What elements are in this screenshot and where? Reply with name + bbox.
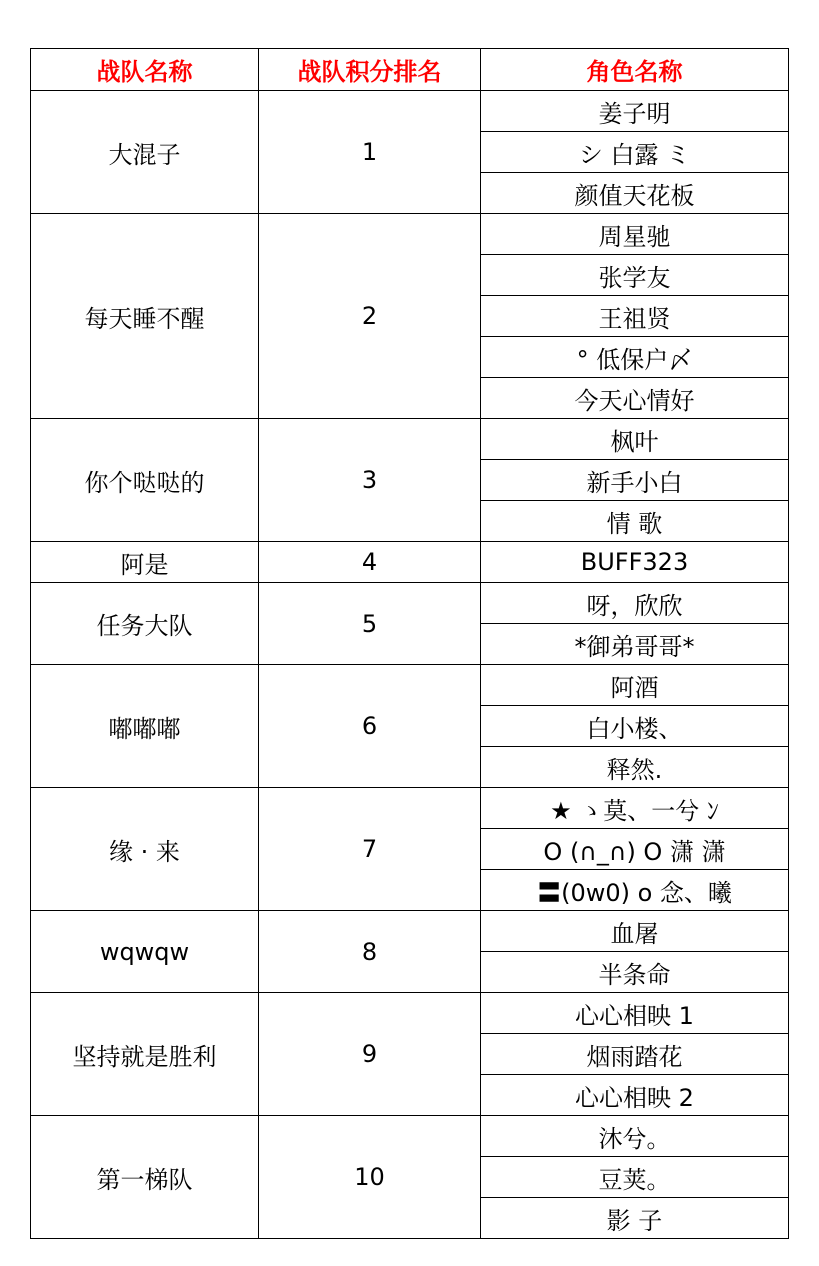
role-name-cell: 〓(0w0) o 念、曦 <box>481 870 789 911</box>
table-row <box>31 214 789 255</box>
role-name-cell: 张学友 <box>481 255 789 296</box>
table-row <box>31 542 789 583</box>
team-ranking-table <box>30 48 789 1239</box>
table-row <box>31 419 789 460</box>
role-name-cell: 半条命 <box>481 952 789 993</box>
team-name-cell: 阿是 <box>31 542 259 583</box>
table-row <box>31 788 789 829</box>
role-name-cell: *御弟哥哥* <box>481 624 789 665</box>
team-name-cell: 每天睡不醒 <box>31 214 259 419</box>
team-name-cell: 缘 · 来 <box>31 788 259 911</box>
team-name-cell: 第一梯队 <box>31 1116 259 1239</box>
team-name-cell: 你个哒哒的 <box>31 419 259 542</box>
team-rank-cell: 4 <box>259 542 481 583</box>
header-role-name: 角色名称 <box>481 49 789 91</box>
team-rank-cell: 3 <box>259 419 481 542</box>
role-name-cell: 白小楼、 <box>481 706 789 747</box>
header-team-name: 战队名称 <box>31 49 259 91</box>
role-name-cell: 心心相映 1 <box>481 993 789 1034</box>
role-name-cell: 豆荚。 <box>481 1157 789 1198</box>
role-name-cell: 王祖贤 <box>481 296 789 337</box>
table-row <box>31 583 789 624</box>
table-row <box>31 91 789 132</box>
team-rank-cell: 6 <box>259 665 481 788</box>
role-name-cell: 周星驰 <box>481 214 789 255</box>
role-name-cell: O (∩_∩) O 潇 潇 <box>481 829 789 870</box>
team-name-cell: 嘟嘟嘟 <box>31 665 259 788</box>
role-name-cell: シ 白露 ミ <box>481 132 789 173</box>
role-name-cell: 血屠 <box>481 911 789 952</box>
team-name-cell: wqwqw <box>31 911 259 993</box>
role-name-cell: ★ ゝ莫、一兮 ﾝ <box>481 788 789 829</box>
table-row <box>31 911 789 952</box>
role-name-cell: 新手小白 <box>481 460 789 501</box>
table-row <box>31 665 789 706</box>
team-rank-cell: 2 <box>259 214 481 419</box>
table-row <box>31 993 789 1034</box>
role-name-cell: 今天心情好 <box>481 378 789 419</box>
team-rank-cell: 1 <box>259 91 481 214</box>
role-name-cell: 姜子明 <box>481 91 789 132</box>
team-rank-cell: 5 <box>259 583 481 665</box>
role-name-cell: BUFF323 <box>481 542 789 583</box>
team-name-cell: 坚持就是胜利 <box>31 993 259 1116</box>
role-name-cell: 情 歌 <box>481 501 789 542</box>
role-name-cell: 颜值天花板 <box>481 173 789 214</box>
header-row <box>31 49 789 91</box>
role-name-cell: 烟雨踏花 <box>481 1034 789 1075</box>
role-name-cell: 呀，欣欣 <box>481 583 789 624</box>
team-rank-cell: 10 <box>259 1116 481 1239</box>
role-name-cell: 影 子 <box>481 1198 789 1239</box>
team-rank-cell: 8 <box>259 911 481 993</box>
table-body <box>31 91 789 1239</box>
team-rank-cell: 9 <box>259 993 481 1116</box>
header-team-rank: 战队积分排名 <box>259 49 481 91</box>
role-name-cell: 阿酒 <box>481 665 789 706</box>
role-name-cell: 释然. <box>481 747 789 788</box>
role-name-cell: 心心相映 2 <box>481 1075 789 1116</box>
role-name-cell: 枫叶 <box>481 419 789 460</box>
team-rank-cell: 7 <box>259 788 481 911</box>
team-name-cell: 任务大队 <box>31 583 259 665</box>
team-name-cell: 大混子 <box>31 91 259 214</box>
table-row <box>31 1116 789 1157</box>
role-name-cell: 沐兮。 <box>481 1116 789 1157</box>
role-name-cell: ° 低保户〆 <box>481 337 789 378</box>
